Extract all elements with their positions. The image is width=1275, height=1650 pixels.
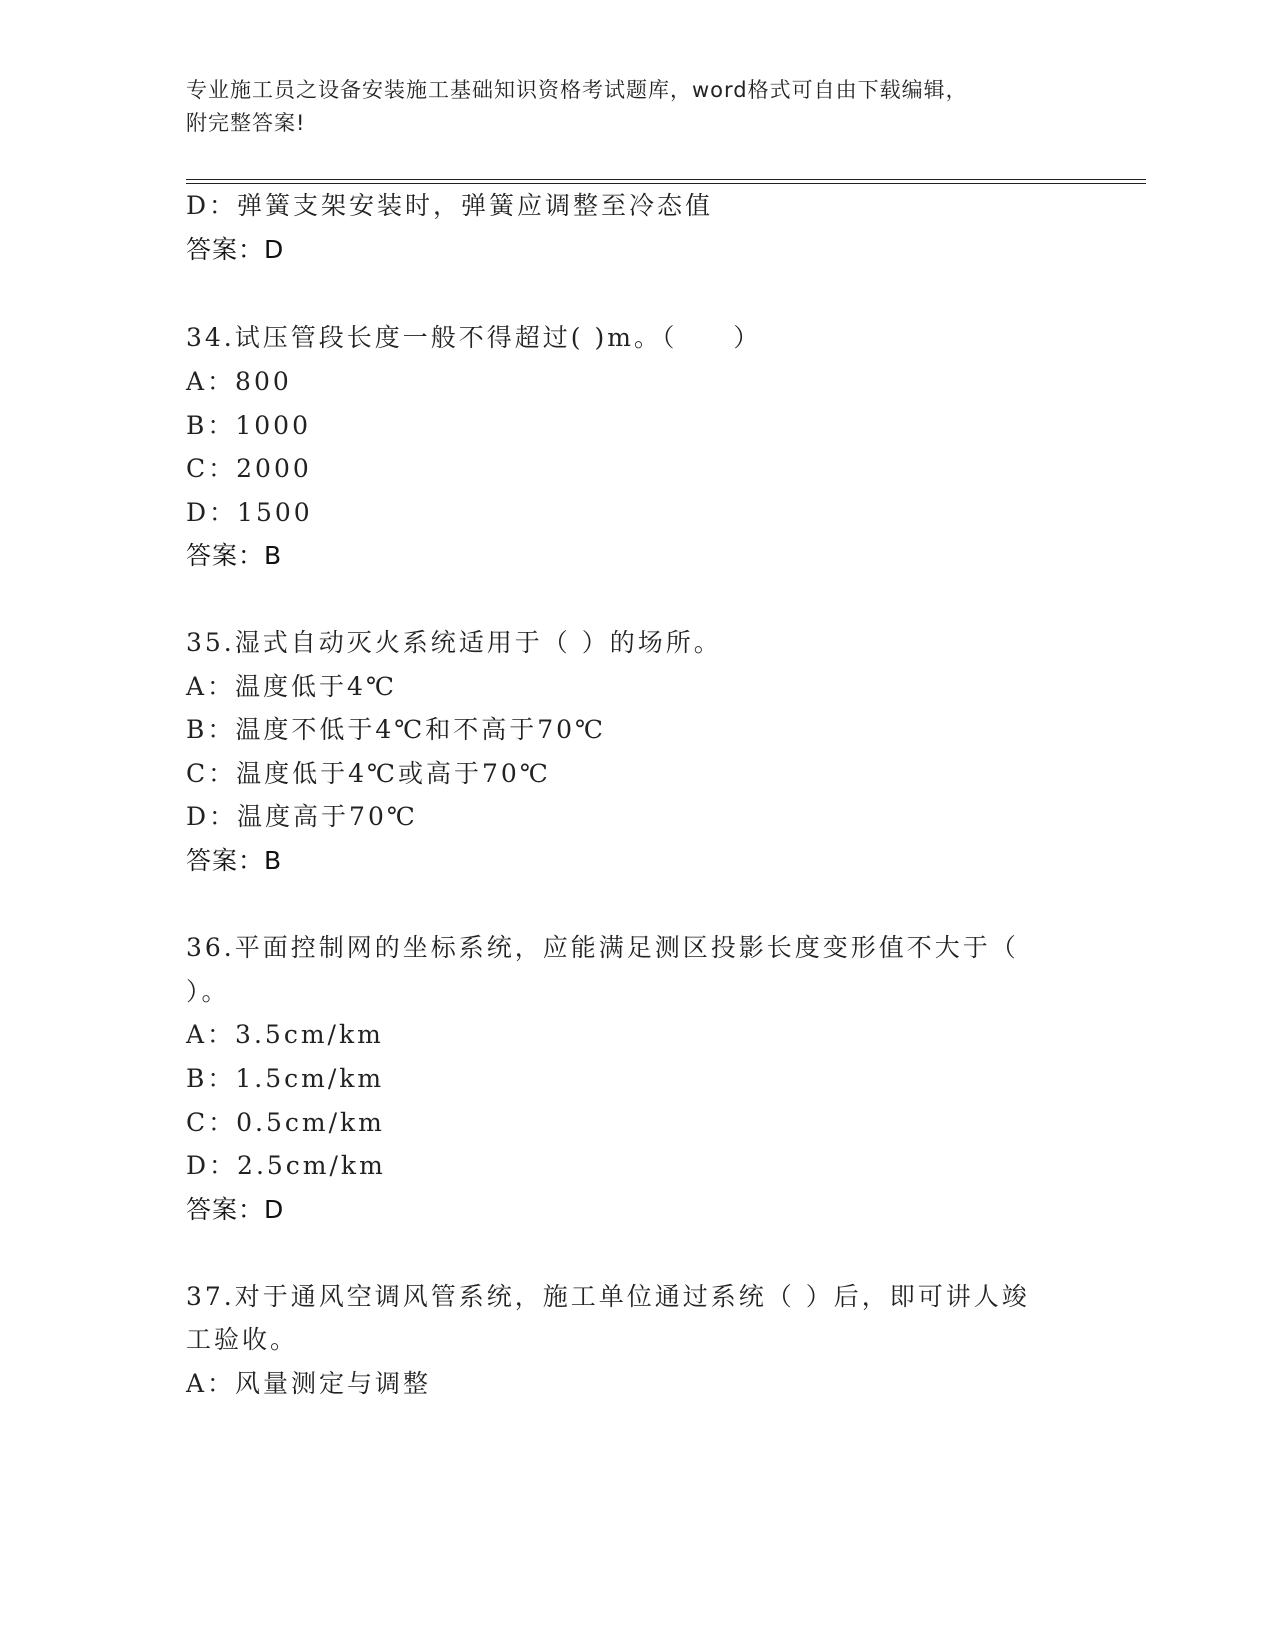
question-34-option-a: A：800 xyxy=(186,367,292,396)
question-35-option-a: A：温度低于4℃ xyxy=(186,672,397,701)
question-35-option-b: B：温度不低于4℃和不高于70℃ xyxy=(186,715,607,744)
question-36-answer: 答案：D xyxy=(186,1195,285,1224)
header-divider-top xyxy=(186,179,1146,180)
question-36-option-b: B：1.5cm/km xyxy=(186,1064,385,1093)
header-line-2: 附完整答案! xyxy=(186,111,306,135)
document-header xyxy=(186,74,1046,140)
question-36-stem-line-2: ）。 xyxy=(186,977,230,1006)
question-34-option-c: C：2000 xyxy=(186,454,312,483)
question-37-stem-line-1: 37.对于通风空调风管系统，施工单位通过系统（ ）后，即可讲人竣 xyxy=(186,1282,1030,1311)
prev-question-answer: 答案：D xyxy=(186,235,285,264)
question-36-option-d: D：2.5cm/km xyxy=(186,1151,386,1180)
document-page xyxy=(186,0,1146,1650)
question-34-answer: 答案：B xyxy=(186,541,283,570)
question-37-stem-line-2: 工验收。 xyxy=(186,1325,299,1354)
question-34-option-d: D：1500 xyxy=(186,498,313,527)
question-34-stem: 34.试压管段长度一般不得超过( )m。（ ） xyxy=(186,323,762,352)
header-line-1: 专业施工员之设备安装施工基础知识资格考试题库，word格式可自由下载编辑， xyxy=(186,78,968,102)
question-36-option-a: A：3.5cm/km xyxy=(186,1020,384,1049)
question-35-option-c: C：温度低于4℃或高于70℃ xyxy=(186,759,551,788)
header-divider-bottom xyxy=(186,183,1146,184)
prev-question-option-d: D：弹簧支架安装时，弹簧应调整至冷态值 xyxy=(186,191,714,220)
question-37-option-a: A：风量测定与调整 xyxy=(186,1369,432,1398)
question-35-answer: 答案：B xyxy=(186,846,283,875)
question-36-option-c: C：0.5cm/km xyxy=(186,1108,385,1137)
question-35-option-d: D：温度高于70℃ xyxy=(186,802,418,831)
question-34-option-b: B：1000 xyxy=(186,411,311,440)
question-36-stem-line-1: 36.平面控制网的坐标系统，应能满足测区投影长度变形值不大于（ xyxy=(186,933,1019,962)
question-35-stem: 35.湿式自动灭火系统适用于（ ）的场所。 xyxy=(186,628,722,657)
